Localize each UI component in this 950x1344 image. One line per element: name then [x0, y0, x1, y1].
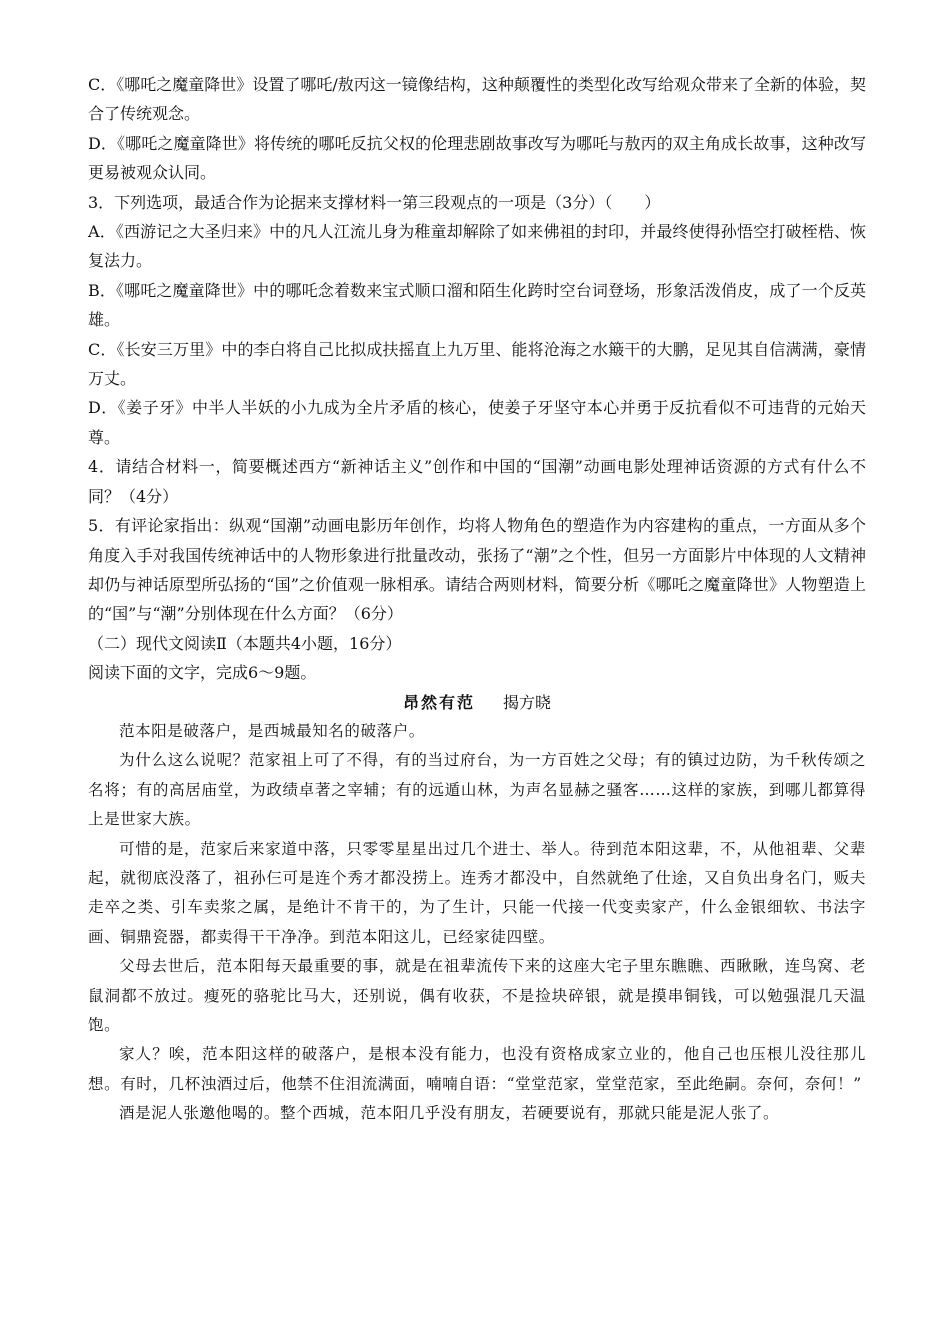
section2-instruction: 阅读下面的文字，完成6～9题。: [88, 663, 317, 683]
question3-option-a: A．《西游记之大圣归来》中的凡人江流儿身为稚童却解除了如来佛祖的封印，并最终使得孙悟空打破桎梏、恢复法力。: [88, 222, 866, 271]
question3-stem: 3．下列选项，最适合作为论据来支撑材料一第三段观点的一项是（3分）（ ）: [88, 192, 661, 212]
story-title: 昂然有范: [402, 692, 475, 712]
story-paragraph: 酒是泥人张邀他喝的。整个西城，范本阳几乎没有朋友，若硬要说有，那就只能是泥人张了。: [119, 1104, 780, 1123]
question3-option-b: B．《哪吒之魔童降世》中的哪吒念着数来宝式顺口溜和陌生化跨时空台词登场，形象活泼俏皮，成了一个反英雄。: [88, 280, 866, 330]
question4: 4．请结合材料一，简要概述西方“新神话主义”创作和中国的“国潮”动画电影处理神话资源的方式有什么不同？（4分）: [88, 457, 866, 506]
question3-option-d: D．《姜子牙》中半人半妖的小九成为全片矛盾的核心，使姜子牙坚守本心并勇于反抗看似不可违背的元始天尊。: [88, 398, 866, 447]
story-paragraph: 可惜的是，范家后来家道中落，只零零星星出过几个进士、举人。待到范本阳这辈，不，从他祖辈、父辈起，就彻底没落了，祖孙仨可是连个秀才都没捞上。连秀才都没中，自然就绝了仕途，又自负出身名门，贩夫走卒之类、引车卖浆之属，是绝计不肯干的，为了生计，只能一代接一代变卖家产，什么金银细软、书法字画、铜鼎瓷器，都卖得干干净净。到范本阳这儿，已经家徒四壁。: [88, 839, 866, 946]
question2-option-d: D．《哪吒之魔童降世》将传统的哪吒反抗父权的伦理悲剧故事改写为哪吒与敖丙的双主角成长故事，这种改写更易被观众认同。: [88, 133, 866, 183]
story-title-row: [88, 688, 866, 717]
story-paragraph: 为什么这么说呢？范家祖上可了不得，有的当过府台，为一方百姓之父母；有的镇过边防，为千秋传颂之名将；有的高居庙堂，为政绩卓著之宰辅；有的远遁山林，为声名显赫之骚客……这样的家族，到哪儿都算得上是世家大族。: [88, 751, 866, 829]
question5: 5．有评论家指出：纵观“国潮”动画电影历年创作，均将人物角色的塑造作为内容建构的重点，一方面从多个角度入手对我国传统神话中的人物形象进行批量改动，张扬了“潮”之个性，但另一方面影片中体现的人文精神却仍与神话原型所弘扬的“国”之价值观一脉相承。请结合两则材料，简要分析《哪吒之魔童降世》人物塑造上的“国”与“潮”分别体现在什么方面？（6分）: [88, 516, 866, 624]
question2-option-c: C．《哪吒之魔童降世》设置了哪吒/敖丙这一镜像结构，这种颠覆性的类型化改写给观众带来了全新的体验，契合了传统观念。: [88, 75, 866, 124]
story-paragraph: 父母去世后，范本阳每天最重要的事，就是在祖辈流传下来的这座大宅子里东瞧瞧、西瞅瞅，连鸟窝、老鼠洞都不放过。瘦死的骆驼比马大，还别说，偶有收获，不是捡块碎银，就是摸串铜钱，可以勉强混几天温饱。: [88, 957, 866, 1034]
section2-heading: （二）现代文阅读Ⅱ（本题共4小题，16分）: [88, 633, 402, 653]
story-author: 揭方晓: [503, 692, 552, 712]
exam-page: [88, 70, 866, 1129]
story-paragraph: 家人？唉，范本阳这样的破落户，是根本没有能力，也没有资格成家立业的，他自己也压根儿没往那儿想。有时，几杯浊酒过后，他禁不住泪流满面，喃喃自语：“堂堂范家，堂堂范家，至此绝嗣。奈何，奈何！”: [88, 1045, 866, 1093]
story-paragraph: 范本阳是破落户，是西城最知名的破落户。: [119, 721, 425, 740]
question3-option-c: C．《长安三万里》中的李白将自己比拟成扶摇直上九万里、能将沧海之水簸干的大鹏，足见其自信满满，豪情万丈。: [88, 339, 866, 389]
